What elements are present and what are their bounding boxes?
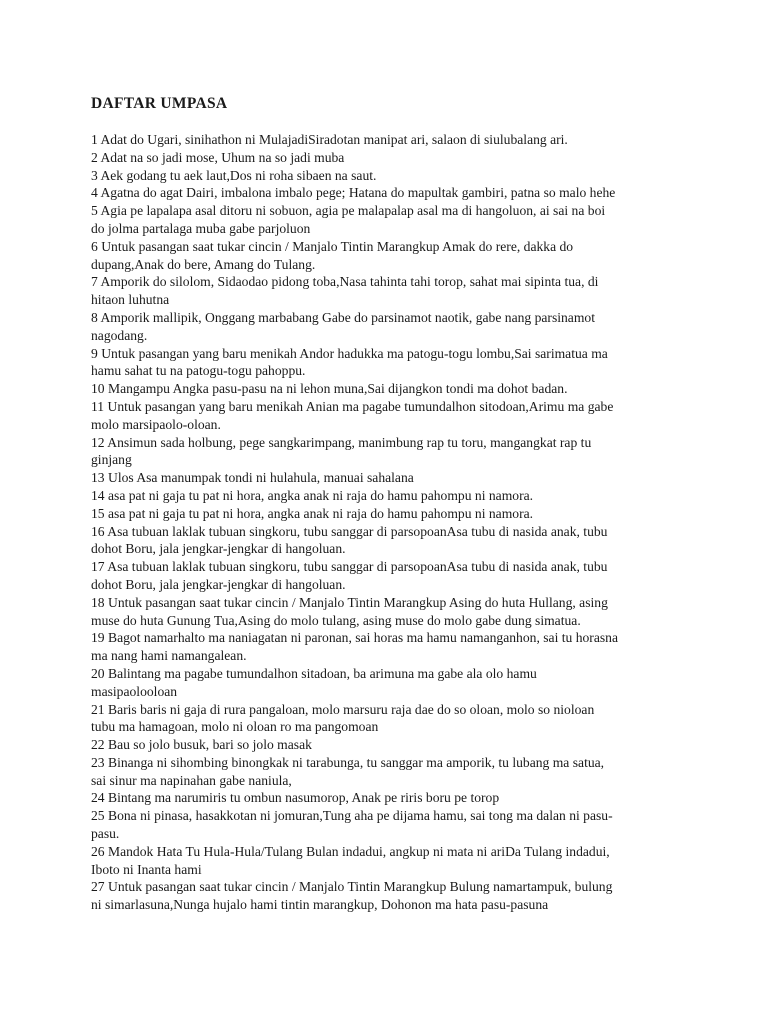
umpasa-text-line: Amporik mallipik, Onggang marbabang Gabe do parsinamot naotik, gabe nang parsinamot [100, 309, 595, 325]
umpasa-number: 18 [91, 594, 105, 610]
umpasa-number: 13 [91, 470, 105, 486]
umpasa-text-line: molo marsipaolo-oloan. [91, 416, 221, 432]
umpasa-text-line: Untuk pasangan yang baru menikah Anian ma pagabe tumundalhon sitodoan,Arimu ma gabe [107, 398, 614, 414]
umpasa-number: 22 [91, 737, 105, 753]
umpasa-number: 6 [91, 238, 98, 254]
umpasa-number: 3 [91, 167, 98, 183]
umpasa-number: 25 [91, 808, 105, 824]
umpasa-number: 16 [91, 523, 105, 539]
umpasa-item [91, 878, 681, 914]
umpasa-text-line: Ulos Asa manumpak tondi ni hulahula, manuai sahalana [108, 470, 414, 486]
umpasa-number: 26 [91, 843, 105, 859]
umpasa-number: 4 [91, 185, 98, 201]
umpasa-item [91, 594, 681, 630]
umpasa-text-line: hamu sahat tu na patogu-togu pahoppu. [91, 363, 306, 379]
umpasa-text-line: tubu ma hamagoan, molo ni oloan ro ma pangomoan [91, 719, 379, 735]
umpasa-number: 24 [91, 790, 105, 806]
umpasa-item [91, 558, 681, 594]
umpasa-item [91, 629, 681, 665]
umpasa-item [91, 701, 681, 737]
umpasa-item [91, 273, 681, 309]
umpasa-number: 15 [91, 505, 105, 521]
umpasa-text-line: Bintang ma narumiris tu ombun nasumorop, Anak pe riris boru pe torop [108, 790, 500, 806]
document-title: DAFTAR UMPASA [91, 95, 228, 112]
umpasa-item [91, 309, 681, 345]
umpasa-text-line: Adat na so jadi mose, Uhum na so jadi muba [100, 149, 345, 165]
umpasa-item [91, 167, 681, 185]
umpasa-text-line: dohot Boru, jala jengkar-jengkar di hangoluan. [91, 576, 346, 592]
umpasa-number: 23 [91, 754, 105, 770]
umpasa-item [91, 736, 681, 754]
umpasa-number: 5 [91, 203, 98, 219]
umpasa-item [91, 754, 681, 790]
umpasa-text-line: ma nang hami namangalean. [91, 648, 247, 664]
umpasa-number: 8 [91, 309, 98, 325]
umpasa-text-line: Iboto ni Inanta hami [91, 861, 202, 877]
umpasa-number: 7 [91, 274, 98, 290]
umpasa-number: 1 [91, 132, 98, 147]
umpasa-text-line: Mangampu Angka pasu-pasu na ni lehon muna,Sai dijangkon tondi ma dohot badan. [108, 381, 568, 397]
umpasa-item [91, 398, 681, 434]
umpasa-text-line: muse do huta Gunung Tua,Asing do molo tulang, asing muse do molo gabe dung simatua. [91, 612, 581, 628]
umpasa-item [91, 202, 681, 238]
umpasa-text-line: Aek godang tu aek laut,Dos ni roha sibaen na saut. [100, 167, 377, 183]
umpasa-item [91, 487, 681, 505]
umpasa-text-line: Asa tubuan laklak tubuan singkoru, tubu sanggar di parsopoanAsa tubu di nasida anak, tubu [107, 523, 608, 539]
umpasa-text-line: ginjang [91, 452, 132, 468]
umpasa-text-line: Mandok Hata Tu Hula-Hula/Tulang Bulan indadui, angkup ni mata ni ariDa Tulang indadui, [108, 843, 610, 859]
umpasa-number: 10 [91, 381, 105, 397]
umpasa-text-line: Bau so jolo busuk, bari so jolo masak [108, 737, 312, 753]
umpasa-text-line: Bagot namarhalto ma naniagatan ni paronan, sai horas ma hamu namanganhon, sai tu horasna [108, 630, 618, 646]
umpasa-number: 14 [91, 487, 105, 503]
umpasa-item [91, 434, 681, 470]
umpasa-number: 9 [91, 345, 98, 361]
umpasa-text-line: Balintang ma pagabe tumundalhon sitadoan, ba arimuna ma gabe ala olo hamu [108, 665, 537, 681]
umpasa-text-line: Agatna do agat Dairi, imbalona imbalo pege; Hatana do mapultak gambiri, patna so malo hehe [100, 185, 616, 201]
umpasa-item [91, 184, 681, 202]
umpasa-item [91, 345, 681, 381]
umpasa-text-line: masipaolooloan [91, 683, 178, 699]
umpasa-text-line: Binanga ni sihombing binongkak ni tarabunga, tu sanggar ma amporik, tu lubang ma satua, [108, 754, 605, 770]
umpasa-item [91, 665, 681, 701]
umpasa-number: 27 [91, 879, 105, 895]
umpasa-text-line: Untuk pasangan yang baru menikah Andor hadukka ma patogu-togu lombu,Sai sarimatua ma [101, 345, 608, 361]
umpasa-list [91, 131, 681, 914]
umpasa-text-line: ni simarlasuna,Nunga hujalo hami tintin marangkup, Dohonon ma hata pasu-pasuna [91, 897, 549, 913]
umpasa-text-line: Asa tubuan laklak tubuan singkoru, tubu sanggar di parsopoanAsa tubu di nasida anak, tubu [107, 559, 608, 575]
umpasa-item [91, 131, 681, 149]
umpasa-item [91, 380, 681, 398]
umpasa-text-line: Baris baris ni gaja di rura pangaloan, molo marsuru raja dae do so oloan, molo so nioloan [108, 701, 595, 717]
umpasa-number: 17 [91, 559, 105, 575]
umpasa-number: 19 [91, 630, 105, 646]
umpasa-number: 12 [91, 434, 105, 450]
umpasa-text-line: asa pat ni gaja tu pat ni hora, angka anak ni raja do hamu pahompu ni namora. [108, 505, 534, 521]
umpasa-number: 11 [91, 398, 105, 414]
umpasa-item [91, 505, 681, 523]
umpasa-text-line: dupang,Anak do bere, Amang do Tulang. [91, 256, 316, 272]
umpasa-text-line: pasu. [91, 826, 120, 842]
umpasa-text-line: dohot Boru, jala jengkar-jengkar di hangoluan. [91, 541, 346, 557]
umpasa-text-line: asa pat ni gaja tu pat ni hora, angka anak ni raja do hamu pahompu ni namora. [108, 487, 534, 503]
umpasa-item [91, 523, 681, 559]
umpasa-text-line: nagodang. [91, 327, 148, 343]
umpasa-item [91, 469, 681, 487]
umpasa-number: 20 [91, 665, 105, 681]
umpasa-number: 21 [91, 701, 105, 717]
umpasa-item [91, 843, 681, 879]
umpasa-text-line: Adat do Ugari, sinihathon ni MulajadiSiradotan manipat ari, salaon di siulubalang ari. [100, 132, 568, 147]
umpasa-text-line: Amporik do silolom, Sidaodao pidong toba,Nasa tahinta tahi torop, sahat mai sipinta tua, di [100, 274, 599, 290]
umpasa-item [91, 238, 681, 274]
umpasa-item [91, 807, 681, 843]
umpasa-text-line: Untuk pasangan saat tukar cincin / Manjalo Tintin Marangkup Asing do huta Hullang, asing [108, 594, 608, 610]
umpasa-item [91, 789, 681, 807]
umpasa-text-line: Bona ni pinasa, hasakkotan ni jomuran,Tung aha pe dijama hamu, sai tong ma dalan ni pasu- [108, 808, 613, 824]
umpasa-item [91, 149, 681, 167]
umpasa-text-line: Agia pe lapalapa asal ditoru ni sobuon, agia pe malapalap asal ma di hangoluon, ai sai na boi [100, 203, 606, 219]
umpasa-text-line: hitaon luhutna [91, 292, 170, 308]
umpasa-number: 2 [91, 149, 98, 165]
umpasa-text-line: Ansimun sada holbung, pege sangkarimpang, manimbung rap tu toru, mangangkat rap tu [107, 434, 592, 450]
umpasa-text-line: do jolma partalaga muba gabe parjoluon [91, 220, 311, 236]
umpasa-text-line: sai sinur ma napinahan gabe naniula, [91, 772, 292, 788]
umpasa-text-line: Untuk pasangan saat tukar cincin / Manjalo Tintin Marangkup Bulung namartampuk, bulung [108, 879, 613, 895]
umpasa-text-line: Untuk pasangan saat tukar cincin / Manjalo Tintin Marangkup Amak do rere, dakka do [101, 238, 574, 254]
